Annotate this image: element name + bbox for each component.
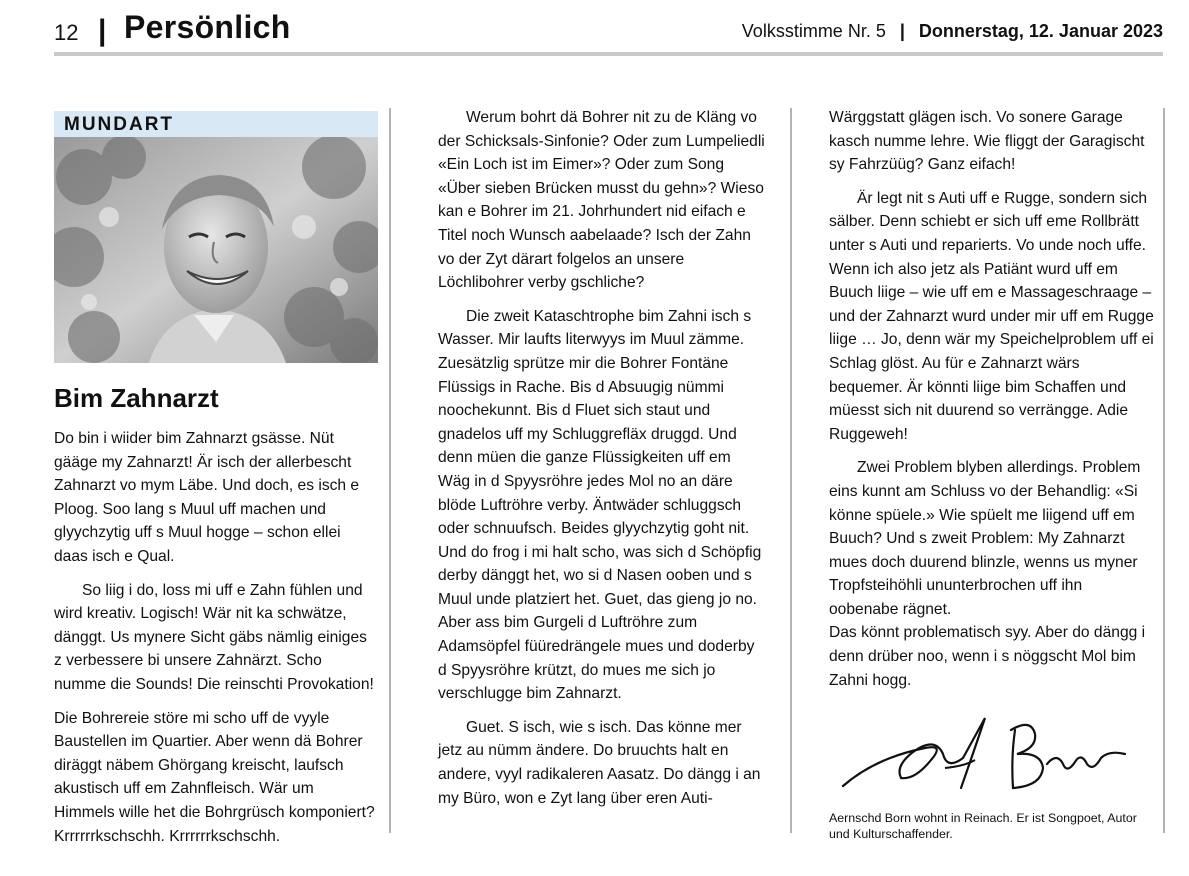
paragraph: Die Bohrereie störe mi scho uff de vyyle Baustellen im Quartier. Aber wenn dä Bohrer diräggt näbem Ghörgang kreischt, laufsch akustisch uff em Zahnfleisch. Wär um Himmels wille het die Bohrgrüsch komponiert? Krrrrrrkschschh. Krrrrrrkschschh. — [54, 709, 375, 845]
article-column-2 — [438, 106, 766, 820]
paragraph: Werum bohrt dä Bohrer nit zu de Kläng vo der Schicksals-Sinfonie? Oder zum Lumpeliedli «Ein Loch ist im Eimer»? Oder zum Song «Über sieben Brücken musst du gehn»? Wieso kan e Bohrer im 21. Johrhundert nid eifach e Titel noch Wunsch aabelaade? Isch der Zahn vo der Zyt därart folgelos an unsere Löchlibohrer verby gschliche? — [438, 109, 765, 292]
author-photo — [54, 137, 378, 363]
paragraph: Wärggstatt glägen isch. Vo sonere Garage kasch numme lehre. Wie fliggt der Garagischt sy Fahrzüüg? Ganz eifach! — [829, 109, 1145, 174]
paragraph: Guet. S isch, wie s isch. Das könne mer jetz au nümm ändere. Do bruuchts halt en andere, vyyl radikaleren Aasatz. Do dängg i an my Büro, won e Zyt lang über eren Auti- — [438, 718, 761, 807]
issue-separator: | — [899, 21, 905, 41]
author-bio: Aernschd Born wohnt in Reinach. Er ist Songpoet, Autor und Kulturschaffender. — [829, 811, 1137, 842]
issue-date: Donnerstag, 12. Januar 2023 — [918, 21, 1163, 41]
article-column-3 — [829, 106, 1155, 842]
paragraph: Zwei Problem blyben allerdings. Problem eins kunnt am Schluss vo der Behandlig: «Si könne spüele.» Wie spüelt me liigend uff em Buuch? Und s zweit Problem: My Zahnarzt mues doch duurend blinzle, wenns us myner Tropfsteihöhli ununterbrochen uff ihn oobenabe rägnet. — [829, 459, 1141, 618]
column-divider-3 — [1163, 108, 1165, 833]
column-divider-1 — [389, 108, 391, 833]
article-column-1 — [54, 111, 378, 858]
paragraph: Das könnt problematisch syy. Aber do dängg i denn drüber noo, wenn i s nöggscht Mol bim Zahni hogg. — [829, 624, 1146, 689]
header-separator: | — [98, 14, 107, 47]
header-issue-info — [742, 21, 1163, 42]
paragraph: Do bin i wiider bim Zahnarzt gsässe. Nüt gääge my Zahnarzt! Är isch der allerbescht Zahnarzt vo mym Läbe. Und doch, es isch e Ploog. Soo lang s Muul uff machen und glyychzytig uff s Muul hogge – schon ellei daas isch e Qual. — [54, 430, 360, 565]
page-header — [54, 8, 1163, 52]
signature-icon — [835, 708, 1135, 804]
paragraph: So liig i do, loss mi uff e Zahn fühlen und wird kreativ. Logisch! Wär nit ka schwätze, dänggt. Us mynere Sicht gäbs nämlig einiges z verbessere bi unsere Zahnärzt. Scho numme die Sounds! Die reinschti Provokation! — [54, 581, 374, 693]
section-title: Persönlich — [124, 9, 291, 45]
article-headline: Bim Zahnarzt — [54, 383, 219, 413]
publication-name: Volksstimme Nr. 5 — [741, 21, 886, 41]
header-rule — [54, 52, 1163, 56]
page-number: 12 — [54, 20, 79, 45]
paragraph: Die zweit Kataschtrophe bim Zahni isch s Wasser. Mir laufts literwyys im Muul zämme. Zuesätzlig sprütze mir die Bohrer Fontäne Flüssigs in Rache. Bis d Absuugig nümmi noochekunnt. Bis d Fluet sich staut und gnadelos uff my Schluggrefläx druggd. Und denn müen die ganze Flüssigkeiten uff em Wäg in d Spyysröhre jedes Mol no an däre blöde Luftröhre verby. Äntwäder schluggsch oder schnuufsch. Beides glyychzytig goht nit. Und do frog i mi halt scho, was sich d Schöpfig derby dänggt het, wo si d Nasen ooben und s Muul unde platziert het. Guet, das gieng jo no. Aber ass bim Gurgeli d Luftröhre zum Adamsöpfel füüredrängele mues und doderby d Spyysröhre krützt, do mues me sich jo verschlugge bim Zahnarzt. — [438, 307, 762, 703]
kicker-label: MUNDART — [54, 111, 378, 137]
column-divider-2 — [790, 108, 792, 833]
paragraph: Är legt nit s Auti uff e Rugge, sondern sich sälber. Denn schiebt er sich uff eme Rollbrätt unter s Auti und reparierts. Vo unde noch uffe. Wenn ich also jetz als Patiänt wurd uff em Buuch liige – wie uff em e Massageschraage – und der Zahnarzt wurd under mir uff em Rugge liige … Jo, denn wär my Speichelproblem uff ei Schlag glöst. Au für e Zahnarzt wärs bequemer. Är könnti liige bim Schaffen und müesst sich nit duurend so verrängge. Adie Ruggeweh! — [829, 189, 1154, 443]
